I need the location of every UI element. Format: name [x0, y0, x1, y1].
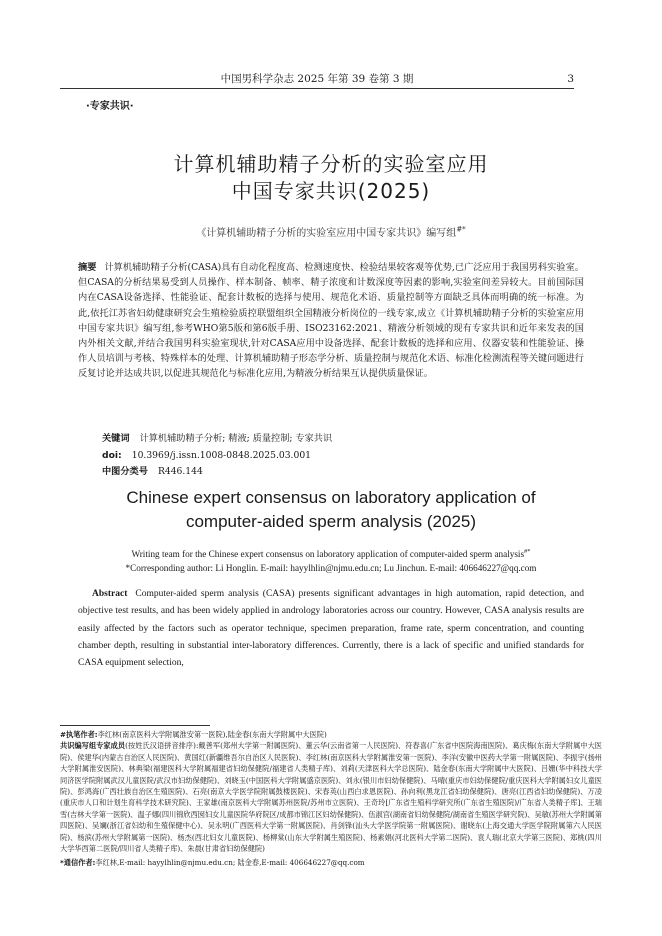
authors-cn-text: 《计算机辅助精子分析的实验室应用中国专家共识》编写组 [196, 228, 457, 239]
abstract-en [78, 586, 584, 672]
doi-row [102, 449, 311, 463]
title-en-line1: Chinese expert consensus on laboratory application of [126, 488, 536, 507]
title-en-line2: computer-aided sperm analysis (2025) [185, 512, 477, 531]
classification-text: R446.144 [157, 466, 203, 477]
authors-en [66, 545, 596, 561]
footnote-group-text: (按姓氏汉语拼音排序):戴善军(郑州大学第一附属医院)、董云华(云南省第一人民医院)、符春喜(广东省中医院海南医院)、葛庆梅(东南大学附属中大医院)、侯建华(内蒙古自治区人民医院)、黄国红(新疆维吾尔自治区人民医院)、李红林(南京医科大学附属淮安第一医院)、李洋(安徽中医药大学第一附属医院)、李振宇(扬州大学附属淮安医院)、林典梁(福建医科大学附属福建省妇幼保健院/福建省人类精子库)、刘莉(天津医科大学总医院)、陆金春(东南大学附属中大医院)、吕姗(华中科技大学同济医学院附属武汉儿童医院/武汉市妇幼保健院)、刘晓玉(中国医科大学附属盛京医院)、刘永(银川市妇幼保健院)、马晴(重庆市妇幼保健院/重庆医科大学附属妇女儿童医院)、彭鸿海(广西壮族自治区生殖医院)、石亮(南京大学医学院附属鼓楼医院)、宋春英(山西白求恩医院)、孙向利(黑龙江省妇幼保健院)、唐亮(江西省妇幼保健院)、万凌(重庆市人口和计划生育科学技术研究院)、王家雄(南京医科大学附属苏州医院/苏州市立医院)、王奇玲[广东省生殖科学研究所(广东省生殖医院)/广东省人类精子库]、王瑞雪(吉林大学第一医院)、温子娜(四川锦欣西囡妇女儿童医院华府院区/成都市锦江区妇幼保健院)、伍淑宫(湖南省妇幼保健院/湖南省生殖医学研究院)、吴敏(苏州大学附属第四医院)、吴斓(浙江省妇幼和生殖保健中心)、吴永明(广西医科大学第一附属医院)、肖剑锋(汕头大学医学院第一附属医院)、谢晓东(上海交通大学医学院附属第六人民医院)、杨滨(苏州大学附属第一医院)、杨杰(西北妇女儿童医院)、杨柳棠(山东大学附属生殖医院)、杨素娟(河北医科大学第二医院)、袁人瑞(北京大学第三医院)、郑桃(四川大学华西第二医院/四川省人类精子库)、朱晨(甘肃省妇幼保健院) [60, 741, 602, 854]
authors-cn-mark: #* [456, 225, 466, 234]
abstract-en-text: Computer-aided sperm analysis (CASA) presents significant advantages in high automation, rapid detection, and objective test results, and has been widely applied in andrology laboratories across our country. However, CASA analysis results are easily affected by the factors such as operator technique, specimen preparation, frame rate, sperm concentration, and counting chamber depth, resulting in substantial inter-laboratory differences. Currently, there is a lack of specific and unified standards for CASA equipment selection, [78, 589, 584, 669]
abstract-cn [78, 260, 584, 382]
footnote-corresponding [60, 857, 602, 868]
footnote-corr-text: 李红林,E-mail: hayylhlin@njmu.edu.cn; 陆金春,E-mail: 406646227@qq.com [95, 858, 365, 868]
title-cn-line2: 中国专家共识(2025) [231, 179, 431, 203]
keywords-row [102, 432, 332, 446]
footnote-corr-label: *通信作者: [60, 858, 96, 868]
footnote-writing-group [60, 740, 602, 854]
footnote-lead-label: #执笔作者: [60, 730, 98, 739]
authors-en-mark: #* [524, 548, 531, 555]
authors-en-text: Writing team for the Chinese expert consensus on laboratory application of computer-aided sperm analysis [131, 549, 525, 560]
classification-row [102, 465, 203, 479]
footnote-lead-author [60, 729, 602, 740]
journal-issue: 中国男科学杂志 2025 年第 39 卷第 3 期 [220, 73, 414, 85]
abstract-en-label: Abstract [92, 589, 128, 599]
abstract-cn-text: 计算机辅助精子分析(CASA)具有自动化程度高、检测速度快、检验结果较客观等优势,已广泛应用于我国男科实验室。但CASA的分析结果易受到人员操作、样本制备、帧率、精子浓度和计数深度等因素的影响,实验室间差异较大。目前国际国内在CASA设备选择、性能验证、配套计数板的选择与使用、规范化术语、质量控制等方面缺乏具体而明确的统一标准。为此,依托江苏省妇幼健康研究会生殖检验质控联盟组织全国精液分析岗位的一线专家,成立《计算机辅助精子分析的实验室应用中国专家共识》编写组,参考WHO第5版和第6版手册、ISO23162:2021、精液分析领域的现有专家共识和近年来发表的国内外相关文献,并结合我国男科实验室现状,针对CASA应用中设备选择、配套计数板的选择和应用、仪器安装和性能验证、操作人员培训与考核、特殊样本的处理、计算机辅助精子形态学分析、质量控制与规范化术语、标准化检测流程等关键问题进行反复讨论并达成共识,以促进其规范化与标准化应用,为精液分析结果互认提供质量保证。 [78, 262, 584, 380]
title-cn-line1: 计算机辅助精子分析的实验室应用 [173, 152, 489, 176]
abstract-cn-label: 摘要 [78, 262, 97, 273]
keywords-text: 计算机辅助精子分析; 精液; 质量控制; 专家共识 [139, 433, 333, 444]
section-label: ·专家共识· [86, 101, 134, 112]
doi-text: 10.3969/j.issn.1008-0848.2025.03.001 [131, 450, 312, 461]
footnote-lead-text: 李红林(南京医科大学附属淮安第一医院),陆金春(东南大学附属中大医院) [97, 730, 327, 739]
running-header [60, 72, 574, 89]
page-number: 3 [567, 73, 574, 85]
footnote-group-label: 共识编写组专家成员 [60, 741, 126, 751]
footnote-rule [60, 725, 210, 726]
corresponding-author-en: *Corresponding author: Li Honglin. E-mail: hayylhlin@njmu.edu.cn; Lu Jinchun. E-mail: 406646227@qq.com [125, 563, 537, 573]
keywords-label: 关键词 [102, 433, 130, 444]
doi-label: doi: [102, 450, 122, 461]
authors-cn [60, 224, 602, 239]
footnotes [60, 729, 602, 869]
classification-label: 中图分类号 [102, 466, 148, 477]
